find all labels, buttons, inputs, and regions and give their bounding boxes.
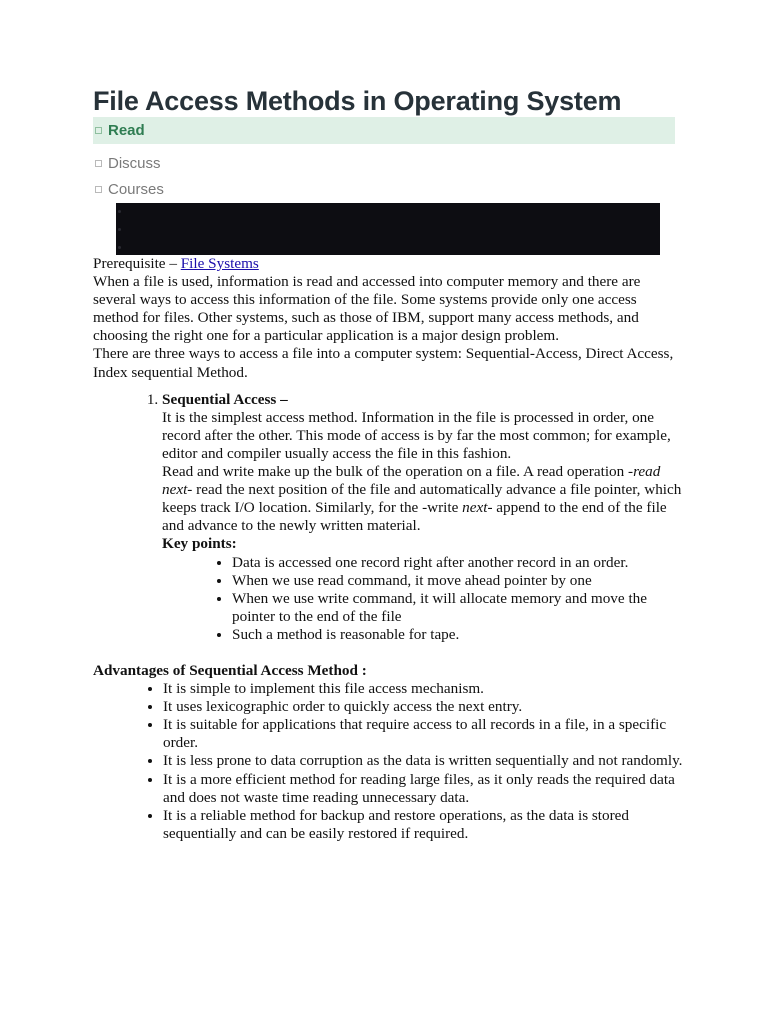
access-methods-list [93,391,683,644]
tab-bullet-icon [95,186,102,193]
tab-bullet-icon [95,160,102,167]
sequential-desc: It is the simplest access method. Information in the file is processed in order, one record after the other. This mode of access is by far the most common; for example, editor and compiler usually access the file in this fashion. [162,408,671,462]
tab-discuss[interactable] [93,150,161,177]
article-tabs [93,117,675,198]
list-item: • It is a more efficient method for reading large files, as it only reads the required data and does not waste time reading unnecessary data. [163,771,683,807]
prerequisite-line [93,255,683,273]
intro-paragraph: When a file is used, information is read and accessed into computer memory and there are several ways to access this information of the file. Some systems provide only one access method for files. Other systems, such as those of IBM, support many access methods, and choosing the right one for a particular application is a major design problem. [93,273,641,345]
list-item: • Such a method is reasonable for tape. [232,626,683,644]
bullet-dot-icon [118,246,121,249]
advantages-heading: Advantages of Sequential Access Method : [93,661,367,679]
bullet-dot-icon [118,228,121,231]
list-item: • It is less prone to data corruption as the data is written sequentially and not randomly. [163,752,683,770]
advantages-list [93,680,683,843]
prerequisite-label: Prerequisite – [93,255,181,272]
read-write-text: Read and write make up the bulk of the operation on a file. A read operation -read next- read the next position of the file and automatically advance a file pointer, which keeps track I/O location. Similarly, for the -write next- append to the end of the file and advance to the newly written material. [162,463,682,535]
tab-bullet-icon [95,127,102,134]
tab-courses[interactable] [93,176,164,203]
methods-paragraph: There are three ways to access a file into a computer system: Sequential-Access, Direct Access, Index sequential Method. [93,345,674,381]
tab-discuss-label: Discuss [108,155,161,172]
list-item: • It is a reliable method for backup and restore operations, as the data is stored sequentially and can be easily restored if required. [163,807,683,843]
list-item: • It uses lexicographic order to quickly access the next entry. [163,698,683,716]
article-body [93,255,683,843]
list-item: • It is simple to implement this file access mechanism. [163,680,683,698]
list-item: • Data is accessed one record right after another record in an order. [232,554,683,572]
file-systems-link[interactable]: File Systems [180,255,259,272]
list-item: • When we use write command, it will allocate memory and move the pointer to the end of the file [232,590,683,626]
sequential-access-heading: Sequential Access – [162,390,288,408]
list-item: • When we use read command, it move ahead pointer by one [232,572,683,590]
tab-courses-label: Courses [108,181,164,198]
page-title: File Access Methods in Operating System [93,86,622,116]
list-item: • It is suitable for applications that require access to all records in a file, in a specific order. [163,716,683,752]
key-points-label: Key points: [162,535,237,553]
bullet-dot-icon [118,210,121,213]
redacted-banner [116,203,660,255]
tab-read-label: Read [108,122,145,139]
list-item [162,391,683,644]
key-points-list [162,554,683,644]
tab-read[interactable] [93,117,675,144]
